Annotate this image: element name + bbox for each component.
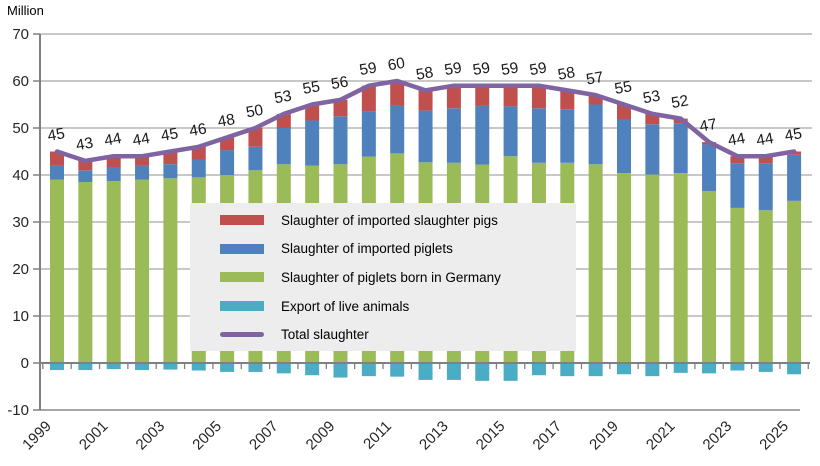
- legend-color-swatch: [220, 244, 264, 254]
- bar-2025-export-of-live-animals: [787, 363, 801, 374]
- bar-2015-imported-piglets: [504, 106, 518, 156]
- bar-value-label-2010: 59: [358, 59, 379, 80]
- bar-2009-export-of-live-animals: [334, 363, 348, 378]
- bar-value-label-2013: 59: [443, 59, 464, 80]
- bar-2010-export-of-live-animals: [362, 363, 376, 376]
- bar-2019-imported-piglets: [617, 120, 631, 174]
- y-axis-label-30: 30: [12, 214, 29, 231]
- legend-item: [190, 263, 576, 292]
- legend-item: [190, 292, 576, 321]
- x-axis-label-1999: 1999: [19, 417, 55, 454]
- bar-2024-imported-piglets: [759, 163, 773, 210]
- bar-2015-imported-slaughter-pigs: [504, 86, 518, 107]
- bar-value-label-2003: 45: [159, 125, 180, 145]
- bar-2020-export-of-live-animals: [645, 363, 659, 376]
- y-axis-label-60: 60: [12, 73, 29, 90]
- bar-2023-export-of-live-animals: [730, 363, 744, 371]
- bar-2011-imported-piglets: [390, 106, 404, 153]
- bar-value-label-2020: 53: [641, 87, 662, 108]
- x-axis-label-2005: 2005: [189, 417, 225, 454]
- bar-2020-piglets-born-in-germany: [645, 175, 659, 363]
- y-axis-label-40: 40: [12, 167, 29, 184]
- bar-value-label-2024: 44: [754, 129, 775, 150]
- bar-value-label-2000: 43: [74, 134, 95, 155]
- bar-2002-piglets-born-in-germany: [135, 180, 149, 363]
- bar-value-label-2009: 56: [329, 73, 350, 94]
- bar-1999-export-of-live-animals: [50, 363, 64, 370]
- x-axis-label-2007: 2007: [246, 417, 282, 454]
- bar-2018-piglets-born-in-germany: [589, 164, 603, 363]
- bar-2022-piglets-born-in-germany: [702, 191, 716, 363]
- bar-value-label-2022: 47: [698, 115, 719, 136]
- bar-2004-imported-piglets: [192, 159, 206, 177]
- y-axis-label--10: -10: [7, 402, 29, 419]
- x-axis-label-2003: 2003: [132, 417, 169, 454]
- bar-value-label-2025: 45: [783, 125, 804, 145]
- x-axis-label-2021: 2021: [642, 417, 679, 454]
- bar-2001-piglets-born-in-germany: [107, 181, 121, 363]
- x-axis-label-2015: 2015: [472, 417, 509, 454]
- legend-label: Slaughter of piglets born in Germany: [281, 269, 501, 285]
- bar-2018-imported-piglets: [589, 105, 603, 165]
- bar-value-label-2011: 60: [386, 54, 407, 75]
- bar-2002-export-of-live-animals: [135, 363, 149, 370]
- bar-2012-imported-piglets: [419, 111, 433, 163]
- bar-2000-imported-piglets: [78, 170, 92, 182]
- bar-2005-imported-piglets: [220, 150, 234, 175]
- bar-value-label-2005: 48: [216, 111, 237, 131]
- bar-2002-imported-piglets: [135, 166, 149, 180]
- bar-value-label-2001: 44: [102, 129, 123, 150]
- bar-2014-imported-slaughter-pigs: [475, 86, 489, 106]
- bar-2021-export-of-live-animals: [674, 363, 688, 373]
- bar-2021-piglets-born-in-germany: [674, 173, 688, 363]
- bar-2012-imported-slaughter-pigs: [419, 90, 433, 110]
- bar-value-label-2012: 58: [414, 64, 435, 84]
- legend-color-swatch: [220, 215, 264, 225]
- bar-2012-export-of-live-animals: [419, 363, 433, 380]
- legend-label: Slaughter of imported slaughter pigs: [281, 212, 498, 228]
- bar-2008-imported-piglets: [305, 120, 319, 165]
- bar-2025-piglets-born-in-germany: [787, 201, 801, 363]
- legend-color-swatch: [220, 301, 264, 311]
- legend-label: Export of live animals: [281, 298, 410, 314]
- bar-value-label-2008: 55: [301, 78, 322, 98]
- bar-1999-piglets-born-in-germany: [50, 180, 64, 363]
- bar-2018-export-of-live-animals: [589, 363, 603, 376]
- legend-line-swatch: [220, 332, 264, 337]
- bar-1999-imported-piglets: [50, 166, 64, 180]
- y-axis-label-20: 20: [12, 261, 29, 278]
- bar-2000-export-of-live-animals: [78, 363, 92, 370]
- x-axis-label-2019: 2019: [586, 417, 622, 454]
- legend-item: [190, 320, 576, 349]
- bar-2006-imported-piglets: [248, 147, 262, 171]
- bar-value-label-2007: 53: [273, 87, 293, 108]
- bar-2025-imported-piglets: [787, 155, 801, 201]
- bar-2016-export-of-live-animals: [532, 363, 546, 375]
- bar-value-label-2006: 50: [244, 101, 265, 122]
- bar-2007-export-of-live-animals: [277, 363, 291, 373]
- bar-value-label-2017: 58: [556, 64, 577, 84]
- bar-2006-export-of-live-animals: [248, 363, 262, 372]
- bar-2000-piglets-born-in-germany: [78, 182, 92, 363]
- bar-2009-imported-piglets: [334, 116, 348, 164]
- legend-label: Slaughter of imported piglets: [281, 241, 453, 257]
- bar-2022-export-of-live-animals: [702, 363, 716, 373]
- x-axis-label-2023: 2023: [699, 417, 736, 454]
- x-axis-label-2011: 2011: [360, 417, 396, 453]
- x-axis-label-2001: 2001: [75, 417, 112, 454]
- bar-value-label-2002: 44: [131, 129, 152, 150]
- bar-2024-piglets-born-in-germany: [759, 210, 773, 363]
- bar-value-label-2023: 44: [726, 129, 747, 150]
- legend-item: [190, 206, 576, 235]
- bar-2007-imported-piglets: [277, 128, 291, 164]
- x-axis-label-2009: 2009: [302, 417, 339, 454]
- y-axis-label-10: 10: [12, 308, 29, 325]
- bar-value-label-2021: 52: [669, 92, 690, 113]
- bar-value-label-2016: 59: [528, 59, 549, 80]
- bar-2005-export-of-live-animals: [220, 363, 234, 372]
- bar-2003-piglets-born-in-germany: [163, 178, 177, 363]
- bar-value-label-2004: 46: [187, 120, 208, 141]
- bar-2013-export-of-live-animals: [447, 363, 461, 380]
- bar-value-label-1999: 45: [46, 125, 67, 145]
- bar-2011-export-of-live-animals: [390, 363, 404, 377]
- bar-value-label-2019: 55: [613, 78, 634, 98]
- legend-item: [190, 235, 576, 264]
- bar-2017-imported-piglets: [560, 109, 574, 163]
- chart-legend: [190, 203, 576, 351]
- bar-2013-imported-slaughter-pigs: [447, 86, 461, 109]
- bar-2019-export-of-live-animals: [617, 363, 631, 374]
- bar-2019-piglets-born-in-germany: [617, 173, 631, 363]
- x-axis-label-2017: 2017: [529, 417, 566, 454]
- bar-value-label-2014: 59: [471, 59, 492, 80]
- bar-2008-export-of-live-animals: [305, 363, 319, 375]
- y-axis-label-50: 50: [12, 120, 29, 137]
- y-axis-label-0: 0: [20, 355, 29, 372]
- bar-2021-imported-piglets: [674, 123, 688, 173]
- bar-2016-imported-slaughter-pigs: [532, 86, 546, 109]
- bar-value-label-2018: 57: [584, 68, 605, 89]
- bar-value-label-2015: 59: [499, 59, 520, 80]
- bar-2013-imported-piglets: [447, 108, 461, 163]
- x-axis-label-2025: 2025: [756, 417, 792, 454]
- bar-2010-imported-piglets: [362, 111, 376, 157]
- bar-2014-imported-piglets: [475, 106, 489, 165]
- y-axis-label-70: 70: [12, 26, 29, 43]
- y-axis-unit-label: Million: [7, 3, 44, 18]
- bar-2015-export-of-live-animals: [504, 363, 518, 381]
- bar-2003-imported-piglets: [163, 164, 177, 178]
- legend-color-swatch: [220, 272, 264, 282]
- bar-2001-imported-piglets: [107, 167, 121, 181]
- bar-2004-export-of-live-animals: [192, 363, 206, 371]
- bar-2023-imported-piglets: [730, 163, 744, 208]
- bar-2022-imported-piglets: [702, 144, 716, 191]
- bar-2014-export-of-live-animals: [475, 363, 489, 381]
- bar-2017-export-of-live-animals: [560, 363, 574, 376]
- bar-2016-imported-piglets: [532, 108, 546, 163]
- x-axis-label-2013: 2013: [416, 417, 452, 454]
- bar-2023-piglets-born-in-germany: [730, 208, 744, 363]
- bar-2020-imported-piglets: [645, 124, 659, 174]
- legend-label: Total slaughter: [281, 327, 369, 343]
- bar-2024-export-of-live-animals: [759, 363, 773, 372]
